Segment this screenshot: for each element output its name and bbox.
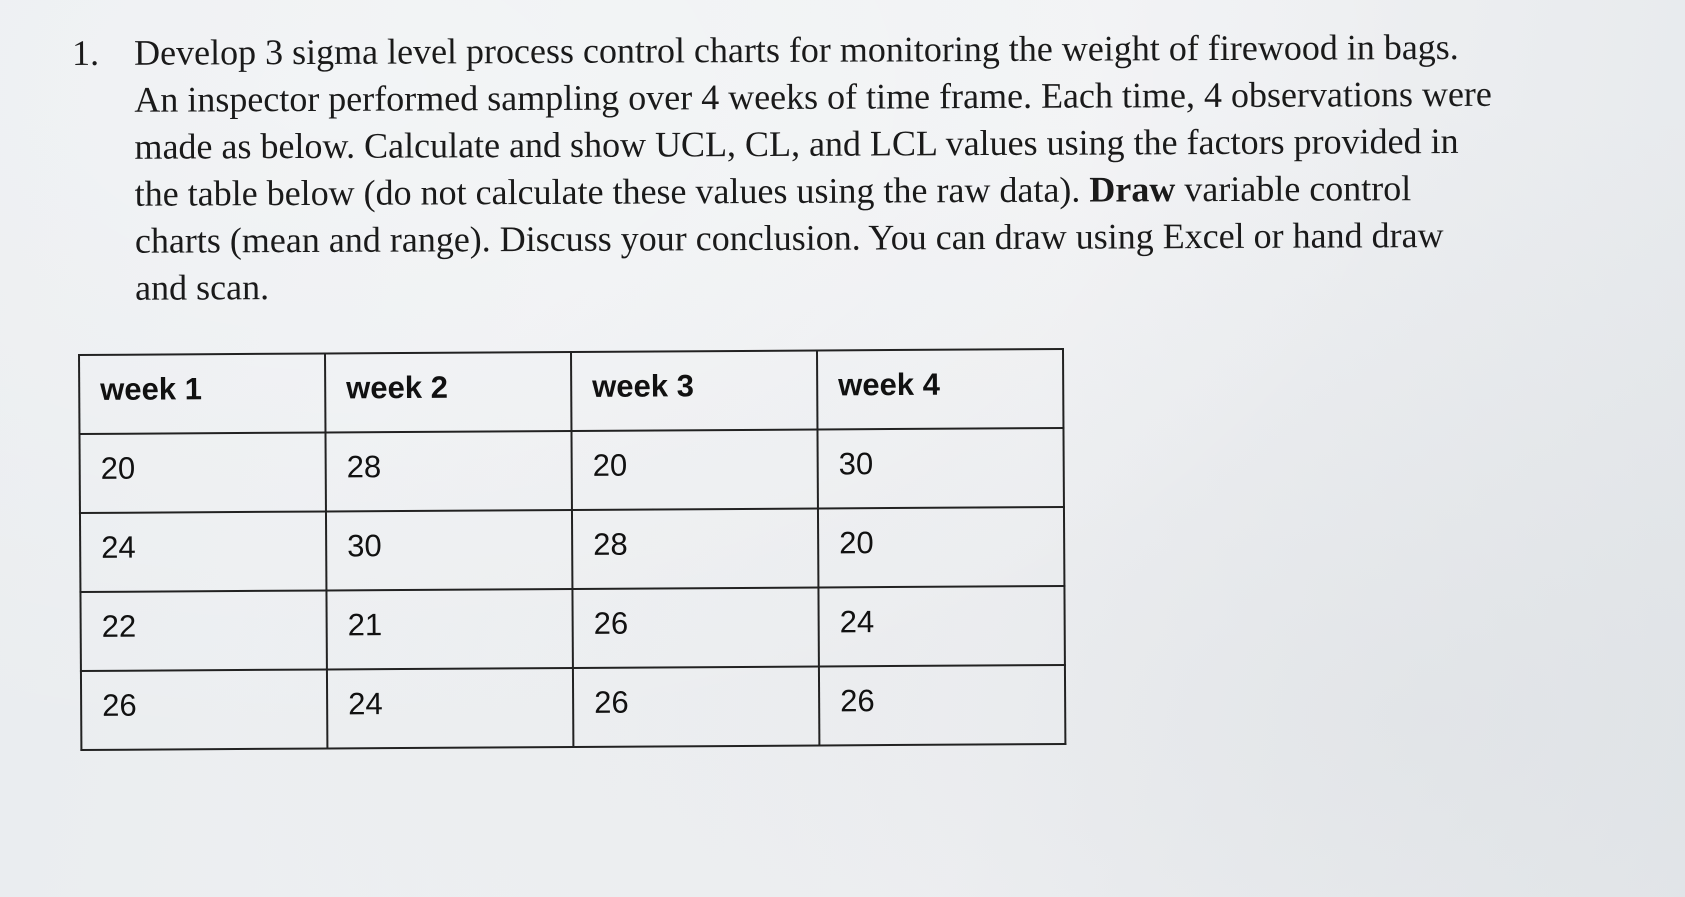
table-row [81,665,1065,750]
header-week-3: week 3 [571,350,817,431]
question-rest: variable control charts (mean and range). Discuss your conclusion. You can draw using Excel or hand draw and scan. [134,168,1444,308]
table-cell: 24 [80,511,326,592]
question-text [134,24,1553,312]
table-row [79,428,1063,513]
table-cell: 30 [817,428,1063,509]
question-1 [72,24,1553,312]
header-week-2: week 2 [325,352,571,433]
table-cell: 20 [79,432,325,513]
table-cell: 20 [818,507,1064,588]
header-week-4: week 4 [817,349,1063,430]
table-cell: 26 [819,665,1065,746]
table-cell: 28 [325,431,571,512]
table-cell: 22 [80,590,326,671]
question-intro: Develop 3 sigma level process control charts for monitoring the weight of firewood in bags. An inspector performed sampling over 4 weeks of time frame. Each time, 4 observations were made as below. Calculate and show UCL, CL, and LCL values using the factors provided in the table below (do not calculate these values using the raw data). [134,26,1492,214]
table-cell: 24 [327,668,573,749]
header-week-1: week 1 [79,353,325,434]
table-cell: 24 [818,586,1064,667]
table-cell: 26 [81,669,327,750]
question-number: 1. [72,32,100,73]
table-cell: 26 [573,666,819,747]
table-cell: 28 [572,508,818,589]
table-row [80,507,1064,592]
table-cell: 20 [571,429,817,510]
observation-table [78,348,1066,751]
table-cell: 21 [326,589,572,670]
table-header-row [79,349,1063,434]
table-cell: 30 [326,510,572,591]
question-draw-word: Draw [1089,169,1176,210]
observation-table-wrapper [78,348,1066,751]
table-row [80,586,1064,671]
table-cell: 26 [572,587,818,668]
